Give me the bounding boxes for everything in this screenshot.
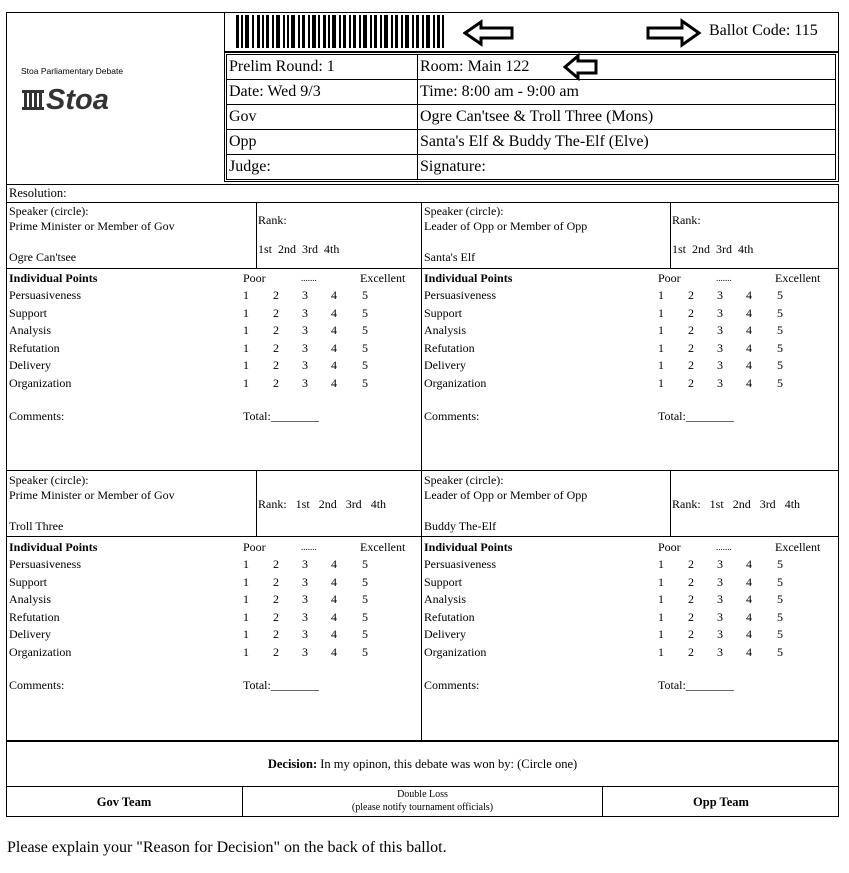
score-section-1 [9, 271, 419, 466]
criterion-label: Refutation [424, 340, 475, 355]
criterion-label: Refutation [424, 609, 475, 624]
criterion-label: Delivery [424, 627, 466, 641]
individual-points-header: Individual Points [424, 540, 513, 554]
score-option[interactable]: 4 [746, 557, 752, 571]
rank-4th[interactable]: 4th [784, 497, 801, 511]
scale-dots: ....... [301, 542, 317, 552]
score-option[interactable]: 3 [717, 323, 723, 337]
score-option[interactable]: 5 [362, 609, 368, 624]
criterion-label: Persuasiveness [424, 557, 496, 571]
score-section-4 [424, 540, 834, 735]
score-option[interactable]: 1 [243, 644, 249, 659]
decision-label: Decision: [267, 757, 318, 771]
score-option[interactable]: 4 [331, 644, 337, 659]
criterion-label: Support [9, 574, 48, 589]
score-option[interactable]: 3 [717, 288, 723, 302]
speaker-block-3 [9, 473, 419, 539]
rank-3rd[interactable]: 3rd [345, 497, 362, 511]
score-option[interactable]: 5 [777, 609, 783, 624]
score-option[interactable]: 4 [331, 323, 337, 337]
score-option[interactable]: 3 [302, 574, 308, 589]
room: Room: Main 122 [420, 58, 530, 75]
info-divider-h2 [226, 104, 836, 105]
score-option[interactable]: 4 [746, 288, 752, 302]
score-option[interactable]: 1 [243, 340, 249, 355]
criterion-label: Persuasiveness [9, 288, 81, 302]
score-option[interactable]: 1 [658, 592, 664, 606]
score-option[interactable]: 1 [243, 305, 249, 320]
score-option[interactable]: 4 [331, 305, 337, 320]
role-label: Prime Minister or Member of Gov [9, 488, 175, 502]
criterion-label: Organization [424, 644, 487, 659]
role-label: Leader of Opp or Member of Opp [424, 219, 588, 233]
score-option[interactable]: 1 [243, 358, 249, 372]
criterion-label: Analysis [9, 592, 51, 606]
score-option[interactable]: 4 [746, 358, 752, 372]
score-option[interactable]: 3 [717, 592, 723, 606]
logo-pillars-icon [22, 90, 44, 110]
score-option[interactable]: 1 [243, 375, 249, 390]
score-option[interactable]: 1 [243, 627, 249, 641]
score-option[interactable]: 3 [302, 323, 308, 337]
poor-label: Poor [658, 540, 681, 554]
score-option[interactable]: 4 [331, 288, 337, 302]
score-option[interactable]: 4 [746, 340, 752, 355]
score-option[interactable]: 5 [777, 358, 783, 372]
criterion-label: Organization [9, 644, 72, 659]
rank-1st[interactable]: 1st [709, 497, 724, 511]
rank-3rd[interactable]: 3rd [759, 497, 776, 511]
decision-text: In my opinon, this debate was won by: (Circle one) [317, 757, 578, 771]
criterion-label: Organization [9, 375, 72, 390]
score-section-2 [424, 271, 834, 466]
score-option[interactable]: 5 [362, 644, 368, 659]
score-option[interactable]: 3 [717, 574, 723, 589]
excellent-label: Excellent [775, 540, 821, 554]
stoa-logo [22, 82, 122, 118]
decision-row [6, 742, 839, 786]
score-option[interactable]: 1 [658, 644, 664, 659]
score-option[interactable]: 1 [243, 288, 249, 302]
score-option[interactable]: 4 [331, 557, 337, 571]
score-option[interactable]: 4 [331, 592, 337, 606]
score-option[interactable]: 4 [746, 609, 752, 624]
individual-points-header: Individual Points [9, 540, 98, 554]
resolution: Resolution: [9, 186, 67, 200]
score-option[interactable]: 2 [688, 305, 694, 320]
score-option[interactable]: 5 [777, 592, 783, 606]
criterion-label: Delivery [424, 358, 466, 372]
rank-options[interactable] [258, 242, 339, 256]
speaker-name: Buddy The-Elf [424, 519, 497, 533]
comments-label: Comments: [9, 678, 65, 692]
score-option[interactable]: 3 [717, 627, 723, 641]
speaker-circle-label: Speaker (circle): [9, 473, 89, 487]
rank-4th[interactable]: 4th [324, 242, 340, 256]
score-option[interactable]: 5 [777, 644, 783, 659]
center-divider [421, 202, 422, 741]
score-option[interactable]: 5 [362, 375, 368, 390]
score-option[interactable]: 3 [302, 358, 308, 372]
rank-2nd[interactable]: 2nd [732, 497, 751, 511]
score-option[interactable]: 5 [362, 305, 368, 320]
score-option[interactable]: 5 [362, 557, 368, 571]
score-option[interactable]: 5 [777, 627, 783, 641]
score-option[interactable]: 5 [362, 323, 368, 337]
prelim-round: Prelim Round: 1 [229, 58, 335, 75]
criterion-label: Organization [424, 375, 487, 390]
role-label: Prime Minister or Member of Gov [9, 219, 175, 233]
criterion-label: Analysis [9, 323, 51, 337]
score-option[interactable]: 1 [658, 574, 664, 589]
rank-label: Rank: [672, 497, 701, 511]
org-subtitle: Stoa Parliamentary Debate [21, 66, 124, 76]
poor-label: Poor [658, 271, 681, 285]
double-loss-label: Double Loss [397, 789, 448, 800]
score-option[interactable]: 4 [331, 340, 337, 355]
rank-label: Rank: [258, 497, 287, 511]
judge-field[interactable]: Judge: [229, 158, 271, 175]
score-option[interactable]: 4 [746, 592, 752, 606]
score-option[interactable]: 5 [777, 574, 783, 589]
score-option[interactable]: 2 [273, 557, 279, 571]
logo-text: Stoa [46, 84, 109, 116]
score-option[interactable]: 1 [243, 574, 249, 589]
score-option[interactable]: 1 [658, 627, 664, 641]
score-option[interactable]: 3 [717, 644, 723, 659]
criterion-label: Support [424, 305, 463, 320]
total-field[interactable]: Total:________ [243, 678, 319, 692]
rank-2nd[interactable]: 2nd [278, 242, 297, 256]
total-field[interactable]: Total:________ [658, 678, 734, 692]
score-option[interactable]: 2 [688, 592, 694, 606]
total-field[interactable]: Total:________ [658, 409, 734, 423]
score-option[interactable]: 2 [273, 592, 279, 606]
score-option[interactable]: 2 [273, 288, 279, 302]
arrow-right-icon [646, 18, 702, 48]
score-option[interactable]: 1 [658, 375, 664, 390]
rank-label: Rank: [672, 213, 701, 227]
score-option[interactable]: 2 [688, 557, 694, 571]
score-section-3 [9, 540, 419, 735]
individual-points-header: Individual Points [424, 271, 513, 285]
score-option[interactable]: 3 [302, 592, 308, 606]
score-option[interactable]: 1 [243, 609, 249, 624]
score-option[interactable]: 3 [302, 340, 308, 355]
double-loss-note: (please notify tournament officials) [351, 802, 494, 813]
score-option[interactable]: 4 [746, 644, 752, 659]
score-option[interactable]: 1 [658, 288, 664, 302]
rank-2nd[interactable]: 2nd [692, 242, 711, 256]
score-option[interactable]: 3 [302, 288, 308, 302]
barcode [236, 15, 444, 48]
score-option[interactable]: 5 [777, 340, 783, 355]
arrow-left-icon [463, 19, 515, 47]
score-option[interactable]: 5 [362, 340, 368, 355]
score-option[interactable]: 4 [746, 574, 752, 589]
gov-team: Ogre Can'tsee & Troll Three (Mons) [420, 108, 654, 125]
score-option[interactable]: 3 [717, 557, 723, 571]
gov-label: Gov [229, 108, 257, 125]
score-option[interactable]: 3 [717, 358, 723, 372]
score-option[interactable]: 2 [688, 644, 694, 659]
time: Time: 8:00 am - 9:00 am [420, 83, 579, 100]
rank-1st[interactable]: 1st [672, 242, 687, 256]
score-option[interactable]: 1 [658, 609, 664, 624]
mid-divider [6, 470, 839, 471]
score-option[interactable]: 4 [746, 627, 752, 641]
score-option[interactable]: 3 [717, 305, 723, 320]
score-option[interactable]: 1 [658, 358, 664, 372]
poor-label: Poor [243, 540, 266, 554]
individual-points-header: Individual Points [9, 271, 98, 285]
poor-label: Poor [243, 271, 266, 285]
score-option[interactable]: 3 [302, 609, 308, 624]
speaker-circle-label: Speaker (circle): [9, 204, 89, 218]
score-option[interactable]: 1 [243, 557, 249, 571]
score-option[interactable]: 2 [688, 627, 694, 641]
footer-note: Please explain your "Reason for Decision" on the back of this ballot. [7, 839, 447, 856]
score-option[interactable]: 4 [746, 375, 752, 390]
opp-label: Opp [229, 133, 257, 150]
criterion-label: Support [9, 305, 48, 320]
gov-team-option[interactable]: Gov Team [96, 795, 152, 809]
opp-team: Santa's Elf & Buddy The-Elf (Elve) [420, 133, 649, 150]
score-option[interactable]: 2 [273, 358, 279, 372]
score-option[interactable]: 2 [688, 609, 694, 624]
score-option[interactable]: 2 [688, 375, 694, 390]
score-option[interactable]: 1 [658, 557, 664, 571]
score-option[interactable]: 2 [273, 574, 279, 589]
double-loss-option[interactable] [243, 788, 602, 816]
speaker-name: Ogre Can'tsee [9, 250, 77, 264]
score-option[interactable]: 3 [302, 375, 308, 390]
criterion-label: Analysis [424, 592, 466, 606]
rank-options[interactable] [258, 497, 386, 511]
speaker-name: Troll Three [9, 519, 64, 533]
score-option[interactable]: 2 [688, 574, 694, 589]
speaker-circle-label: Speaker (circle): [424, 204, 504, 218]
role-label: Leader of Opp or Member of Opp [424, 488, 588, 502]
score-option[interactable]: 1 [243, 323, 249, 337]
score-option[interactable]: 5 [777, 288, 783, 302]
opp-team-option[interactable]: Opp Team [693, 795, 749, 809]
rank-4th[interactable]: 4th [370, 497, 387, 511]
info-divider-h4 [226, 154, 836, 155]
ballot-code: Ballot Code: 115 [709, 22, 818, 39]
score-option[interactable]: 1 [658, 305, 664, 320]
score-option[interactable]: 4 [331, 609, 337, 624]
score-option[interactable]: 4 [746, 323, 752, 337]
comments-label: Comments: [424, 678, 480, 692]
score-option[interactable]: 3 [302, 644, 308, 659]
info-divider-h3 [226, 129, 836, 130]
rank-4th[interactable]: 4th [738, 242, 754, 256]
criterion-label: Delivery [9, 627, 51, 641]
rank-label: Rank: [258, 213, 287, 227]
score-option[interactable]: 2 [688, 323, 694, 337]
score-option[interactable]: 2 [273, 627, 279, 641]
score-option[interactable]: 2 [688, 340, 694, 355]
score-option[interactable]: 5 [777, 557, 783, 571]
score-option[interactable]: 2 [273, 305, 279, 320]
rank-3rd[interactable]: 3rd [716, 242, 733, 256]
score-option[interactable]: 1 [658, 323, 664, 337]
score-option[interactable]: 4 [331, 574, 337, 589]
score-option[interactable]: 4 [331, 627, 337, 641]
speaker-name: Santa's Elf [424, 250, 476, 264]
excellent-label: Excellent [360, 540, 406, 554]
score-option[interactable]: 2 [688, 288, 694, 302]
rank-3rd[interactable]: 3rd [302, 242, 319, 256]
score-option[interactable]: 2 [273, 375, 279, 390]
score-option[interactable]: 5 [362, 358, 368, 372]
scale-dots: ....... [716, 542, 732, 552]
score-option[interactable]: 2 [688, 358, 694, 372]
score-option[interactable]: 5 [362, 574, 368, 589]
info-divider-h1 [226, 79, 836, 80]
score-option[interactable]: 4 [746, 305, 752, 320]
criterion-label: Support [424, 574, 463, 589]
score-option[interactable]: 3 [717, 609, 723, 624]
criterion-label: Delivery [9, 358, 51, 372]
score-option[interactable]: 5 [362, 592, 368, 606]
score-option[interactable]: 5 [777, 305, 783, 320]
excellent-label: Excellent [775, 271, 821, 285]
score-option[interactable]: 2 [273, 644, 279, 659]
date: Date: Wed 9/3 [229, 83, 321, 100]
total-field[interactable]: Total:________ [243, 409, 319, 423]
rank-options[interactable] [672, 242, 753, 256]
resolution-divider [6, 202, 839, 203]
score-option[interactable]: 3 [717, 340, 723, 355]
rank-1st[interactable]: 1st [258, 242, 273, 256]
excellent-label: Excellent [360, 271, 406, 285]
scale-dots: ....... [716, 273, 732, 283]
criterion-label: Persuasiveness [424, 288, 496, 302]
score-option[interactable]: 5 [362, 627, 368, 641]
rank-options[interactable] [672, 497, 800, 511]
criterion-label: Analysis [424, 323, 466, 337]
score-option[interactable]: 4 [331, 375, 337, 390]
score-option[interactable]: 2 [273, 340, 279, 355]
score-option[interactable]: 3 [302, 305, 308, 320]
criterion-label: Refutation [9, 609, 60, 624]
score-option[interactable]: 5 [777, 375, 783, 390]
score-option[interactable]: 2 [273, 609, 279, 624]
criterion-label: Refutation [9, 340, 60, 355]
score-option[interactable]: 3 [717, 375, 723, 390]
score-option[interactable]: 1 [243, 592, 249, 606]
arrow-left-icon [563, 53, 599, 81]
speaker-block-4 [424, 473, 834, 539]
speaker-circle-label: Speaker (circle): [424, 473, 504, 487]
score-option[interactable]: 2 [273, 323, 279, 337]
score-option[interactable]: 3 [302, 627, 308, 641]
comments-label: Comments: [424, 409, 480, 423]
score-option[interactable]: 1 [658, 340, 664, 355]
rank-2nd[interactable]: 2nd [318, 497, 337, 511]
comments-label: Comments: [9, 409, 65, 423]
score-option[interactable]: 4 [331, 358, 337, 372]
scale-dots: ....... [301, 273, 317, 283]
score-option[interactable]: 3 [302, 557, 308, 571]
score-option[interactable]: 5 [777, 323, 783, 337]
signature-field[interactable]: Signature: [420, 158, 486, 175]
criterion-label: Persuasiveness [9, 557, 81, 571]
rank-1st[interactable]: 1st [295, 497, 310, 511]
score-option[interactable]: 5 [362, 288, 368, 302]
